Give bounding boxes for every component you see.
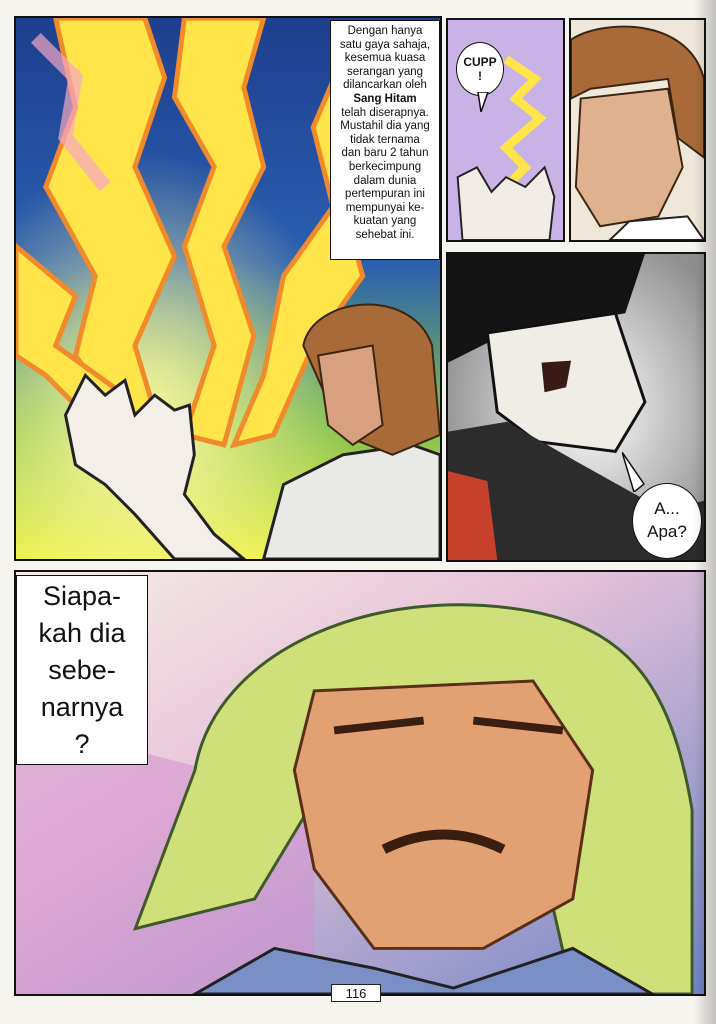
- caption-line: sehebat ini.: [355, 228, 415, 241]
- caption-line: dilancarkan oleh: [343, 79, 427, 92]
- caption-line: Mustahil dia yang: [340, 120, 430, 133]
- caption-line: kah dia: [38, 618, 126, 648]
- caption-line: berkecimpung: [348, 160, 422, 173]
- caption-line: Sang Hitam: [353, 92, 417, 105]
- speech-line: Apa?: [647, 522, 687, 541]
- caption-line: dalam dunia: [353, 174, 417, 187]
- caption-line: tidak ternama: [350, 133, 420, 146]
- hand: [458, 167, 555, 240]
- book-spine-shadow: [694, 0, 716, 1024]
- caption-line: satu gaya sahaja,: [339, 38, 431, 51]
- caption-line: ?: [74, 729, 90, 759]
- caption-line: dan baru 2 tahun: [341, 147, 429, 160]
- face-illustration: [571, 20, 704, 240]
- caption-line: mempunyai ke-: [345, 201, 425, 214]
- caption-line: serangan yang: [346, 65, 424, 78]
- panel-face-top: [569, 18, 706, 242]
- caption-line: Siapa-: [42, 581, 122, 611]
- speech-tail: [476, 92, 490, 112]
- narration-caption-bottom: [16, 575, 148, 765]
- caption-line: Dengan hanya: [347, 25, 423, 37]
- speech-tail: [622, 452, 646, 492]
- sfx-line: CUPP: [463, 55, 497, 69]
- caption-line: kuatan yang: [353, 215, 417, 228]
- sfx-line: !: [478, 69, 482, 83]
- narration-caption-top: [330, 20, 440, 260]
- speech-bubble-apa: [632, 483, 702, 559]
- page-number: 116: [331, 984, 381, 1002]
- sfx-bubble-cupp: [456, 42, 504, 96]
- caption-line: telah diserapnya.: [341, 106, 429, 119]
- speech-line: A...: [654, 499, 680, 518]
- caption-line: kesemua kuasa: [344, 52, 426, 65]
- caption-line: pertempuran ini: [345, 188, 425, 201]
- caption-line: narnya: [40, 692, 124, 722]
- caption-line: sebe-: [48, 655, 116, 685]
